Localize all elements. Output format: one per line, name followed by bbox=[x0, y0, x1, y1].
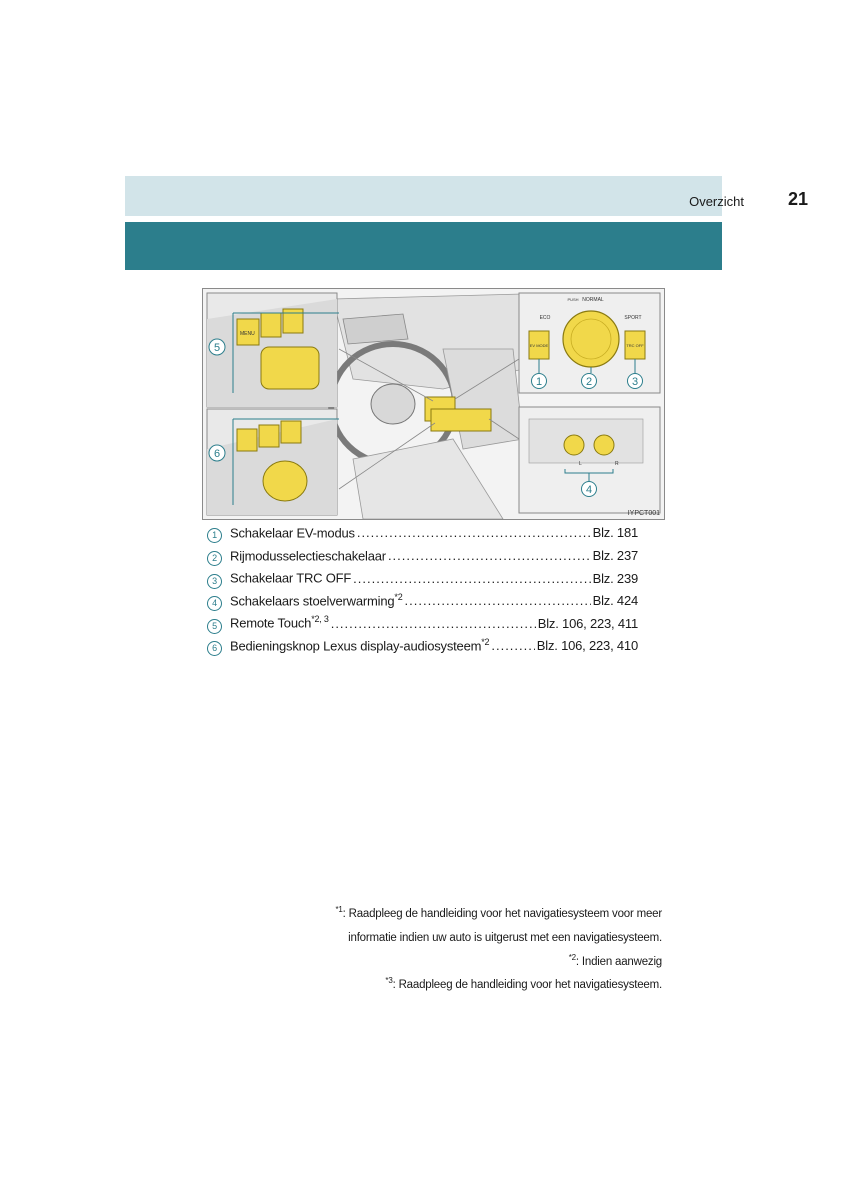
item-footnote-ref: *2 bbox=[481, 636, 490, 647]
item-page-ref[interactable]: Blz. 239 bbox=[592, 570, 638, 586]
footnote-text: : Indien aanwezig bbox=[575, 955, 662, 968]
footnote-text: informatie indien uw auto is uitgerust met een navigatiesysteem. bbox=[348, 931, 662, 944]
seat-heater-left bbox=[564, 435, 584, 455]
item-number: 5 bbox=[207, 619, 222, 634]
callout-1: 1 bbox=[535, 376, 543, 388]
callout-3: 3 bbox=[631, 376, 639, 388]
footnote-mark: *1 bbox=[335, 905, 343, 914]
leader-dots bbox=[353, 571, 590, 586]
list-item bbox=[207, 569, 638, 592]
item-label: Schakelaar TRC OFF bbox=[230, 570, 352, 586]
item-page-ref[interactable]: Blz. 424 bbox=[592, 593, 638, 609]
normal-label: NORMAL bbox=[582, 297, 604, 303]
header-band bbox=[125, 176, 722, 216]
seat-left-label: L bbox=[579, 461, 582, 467]
footnote-text: : Raadpleeg de handleiding voor het navigatiesysteem voor meer bbox=[342, 907, 662, 920]
item-page-ref[interactable]: Blz. 237 bbox=[592, 547, 638, 563]
item-label: Schakelaars stoelverwarming bbox=[230, 593, 395, 609]
item-label: Rijmodusselectieschakelaar bbox=[230, 547, 386, 563]
footnote bbox=[282, 971, 662, 995]
map-button bbox=[261, 313, 281, 337]
item-label: Schakelaar EV-modus bbox=[230, 525, 355, 541]
item-number: 3 bbox=[207, 574, 222, 589]
item-footnote-ref: *2, 3 bbox=[311, 614, 329, 625]
illustration-svg bbox=[203, 289, 664, 519]
leader-dots bbox=[388, 548, 591, 563]
component-list bbox=[207, 524, 638, 660]
footnotes bbox=[282, 900, 662, 995]
item-page-ref[interactable]: Blz. 106, 223, 411 bbox=[537, 615, 638, 631]
leader-dots bbox=[331, 616, 536, 631]
list-item bbox=[207, 637, 638, 660]
leader-dots bbox=[405, 593, 591, 608]
figure-code: IYPCT001 bbox=[627, 510, 660, 517]
item-label: Remote Touch bbox=[230, 615, 312, 631]
item-label: Bedieningsknop Lexus display-audiosysteem bbox=[230, 638, 482, 654]
footnote-mark: *2 bbox=[568, 952, 576, 962]
ev-mode-label: EV MODE bbox=[529, 343, 549, 348]
remote-touch-pad bbox=[261, 347, 319, 389]
seat-right-label: R bbox=[615, 461, 619, 467]
item-number: 6 bbox=[207, 641, 222, 656]
list-item bbox=[207, 524, 638, 547]
item-page-ref[interactable]: Blz. 106, 223, 410 bbox=[536, 638, 638, 654]
leader-dots bbox=[357, 525, 591, 540]
callout-4: 4 bbox=[585, 484, 593, 496]
callout-6: 6 bbox=[213, 448, 221, 460]
item-number: 2 bbox=[207, 551, 222, 566]
sport-label: SPORT bbox=[624, 315, 642, 321]
audio-knob bbox=[263, 461, 307, 501]
footnote-mark: *3 bbox=[385, 976, 393, 986]
list-item bbox=[207, 547, 638, 570]
callout-2: 2 bbox=[585, 376, 593, 388]
footnote bbox=[282, 948, 662, 972]
page-number: 21 bbox=[787, 189, 808, 209]
leader-dots bbox=[491, 638, 534, 653]
trc-off-label: TRC OFF bbox=[626, 343, 644, 348]
list-item bbox=[207, 614, 638, 637]
list-item bbox=[207, 592, 638, 615]
item-page-ref[interactable]: Blz. 181 bbox=[592, 525, 638, 541]
item-footnote-ref: *2 bbox=[394, 591, 403, 602]
chapter-band bbox=[125, 222, 722, 270]
footnote bbox=[282, 924, 662, 948]
eco-label: ECO bbox=[539, 315, 551, 321]
footnote bbox=[282, 900, 662, 924]
seat-heater-right bbox=[594, 435, 614, 455]
item-number: 4 bbox=[207, 596, 222, 611]
menu-label: MENU bbox=[240, 331, 255, 337]
section-title: Overzicht bbox=[689, 194, 744, 209]
callout-5: 5 bbox=[213, 342, 221, 354]
dashboard-illustration bbox=[202, 288, 665, 520]
item-number: 1 bbox=[207, 528, 222, 543]
footnote-text: : Raadpleeg de handleiding voor het navigatiesysteem. bbox=[392, 979, 662, 992]
push-label: PUSH bbox=[567, 297, 579, 302]
